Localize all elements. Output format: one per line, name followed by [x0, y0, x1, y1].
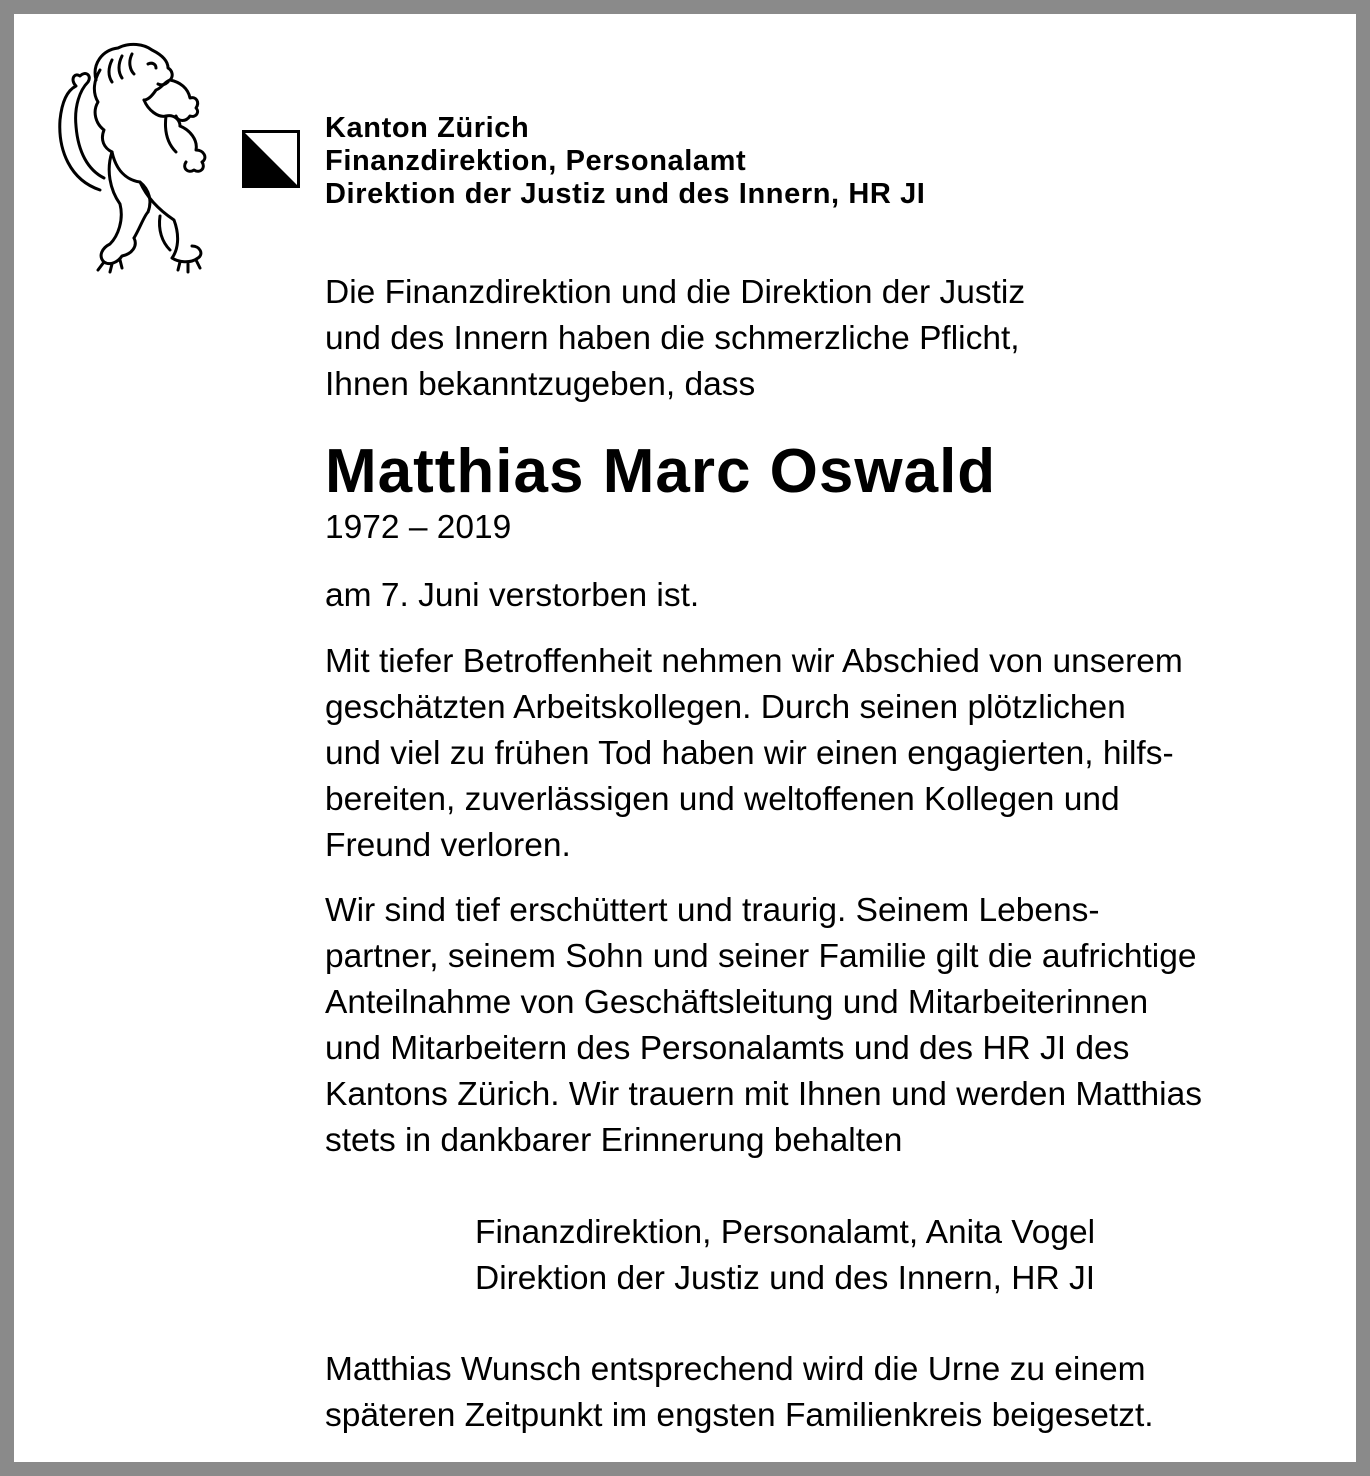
- deceased-name: Matthias Marc Oswald: [325, 437, 997, 506]
- closing-paragraph: [325, 1347, 1154, 1439]
- zurich-shield-icon: [242, 130, 300, 188]
- death-date-line: am 7. Juni verstorben ist.: [325, 577, 700, 614]
- paragraph-line: Anteilnahme von Geschäftsleitung und Mitarbeiterinnen: [325, 984, 1149, 1021]
- paragraph-line: Wir sind tief erschüttert und traurig. Seinem Lebens-: [325, 892, 1100, 929]
- signature-line: Direktion der Justiz und des Innern, HR JI: [475, 1260, 1096, 1297]
- paragraph-line: Kantons Zürich. Wir trauern mit Ihnen und werden Matthias: [325, 1076, 1202, 1113]
- organization-header: [325, 112, 925, 211]
- life-years: 1972 – 2019: [325, 509, 512, 546]
- intro-paragraph: [325, 270, 1025, 408]
- paragraph-line: bereiten, zuverlässigen und weltoffenen Kollegen und: [325, 781, 1120, 818]
- closing-line: späteren Zeitpunkt im engsten Familienkreis beigesetzt.: [325, 1397, 1154, 1434]
- intro-line: Die Finanzdirektion und die Direktion der Justiz: [325, 274, 1026, 311]
- intro-line: und des Innern haben die schmerzliche Pflicht,: [325, 320, 1020, 357]
- intro-line: Ihnen bekanntzugeben, dass: [325, 366, 756, 403]
- lion-icon: [40, 40, 220, 280]
- paragraph-line: Freund verloren.: [325, 827, 571, 864]
- paragraph-line: partner, seinem Sohn und seiner Familie gilt die aufrichtige: [325, 938, 1197, 975]
- paragraph-line: und viel zu frühen Tod haben wir einen engagierten, hilfs-: [325, 735, 1174, 772]
- signature-block: [475, 1210, 1095, 1302]
- paragraph-line: stets in dankbarer Erinnerung behalten: [325, 1122, 903, 1159]
- signature-line: Finanzdirektion, Personalamt, Anita Vogel: [475, 1214, 1096, 1251]
- paragraph-line: Mit tiefer Betroffenheit nehmen wir Abschied von unserem: [325, 643, 1183, 680]
- paragraph-line: und Mitarbeitern des Personalamts und des HR JI des: [325, 1030, 1130, 1067]
- condolence-paragraph-1: [325, 639, 1183, 869]
- org-line-canton: Kanton Zürich: [325, 112, 530, 144]
- paragraph-line: geschätzten Arbeitskollegen. Durch seinen plötzlichen: [325, 689, 1126, 726]
- closing-line: Matthias Wunsch entsprechend wird die Urne zu einem: [325, 1351, 1146, 1388]
- org-line-justice: Direktion der Justiz und des Innern, HR JI: [325, 178, 926, 210]
- obituary-notice: [14, 14, 1356, 1462]
- org-line-finance: Finanzdirektion, Personalamt: [325, 145, 747, 177]
- condolence-paragraph-2: [325, 888, 1202, 1164]
